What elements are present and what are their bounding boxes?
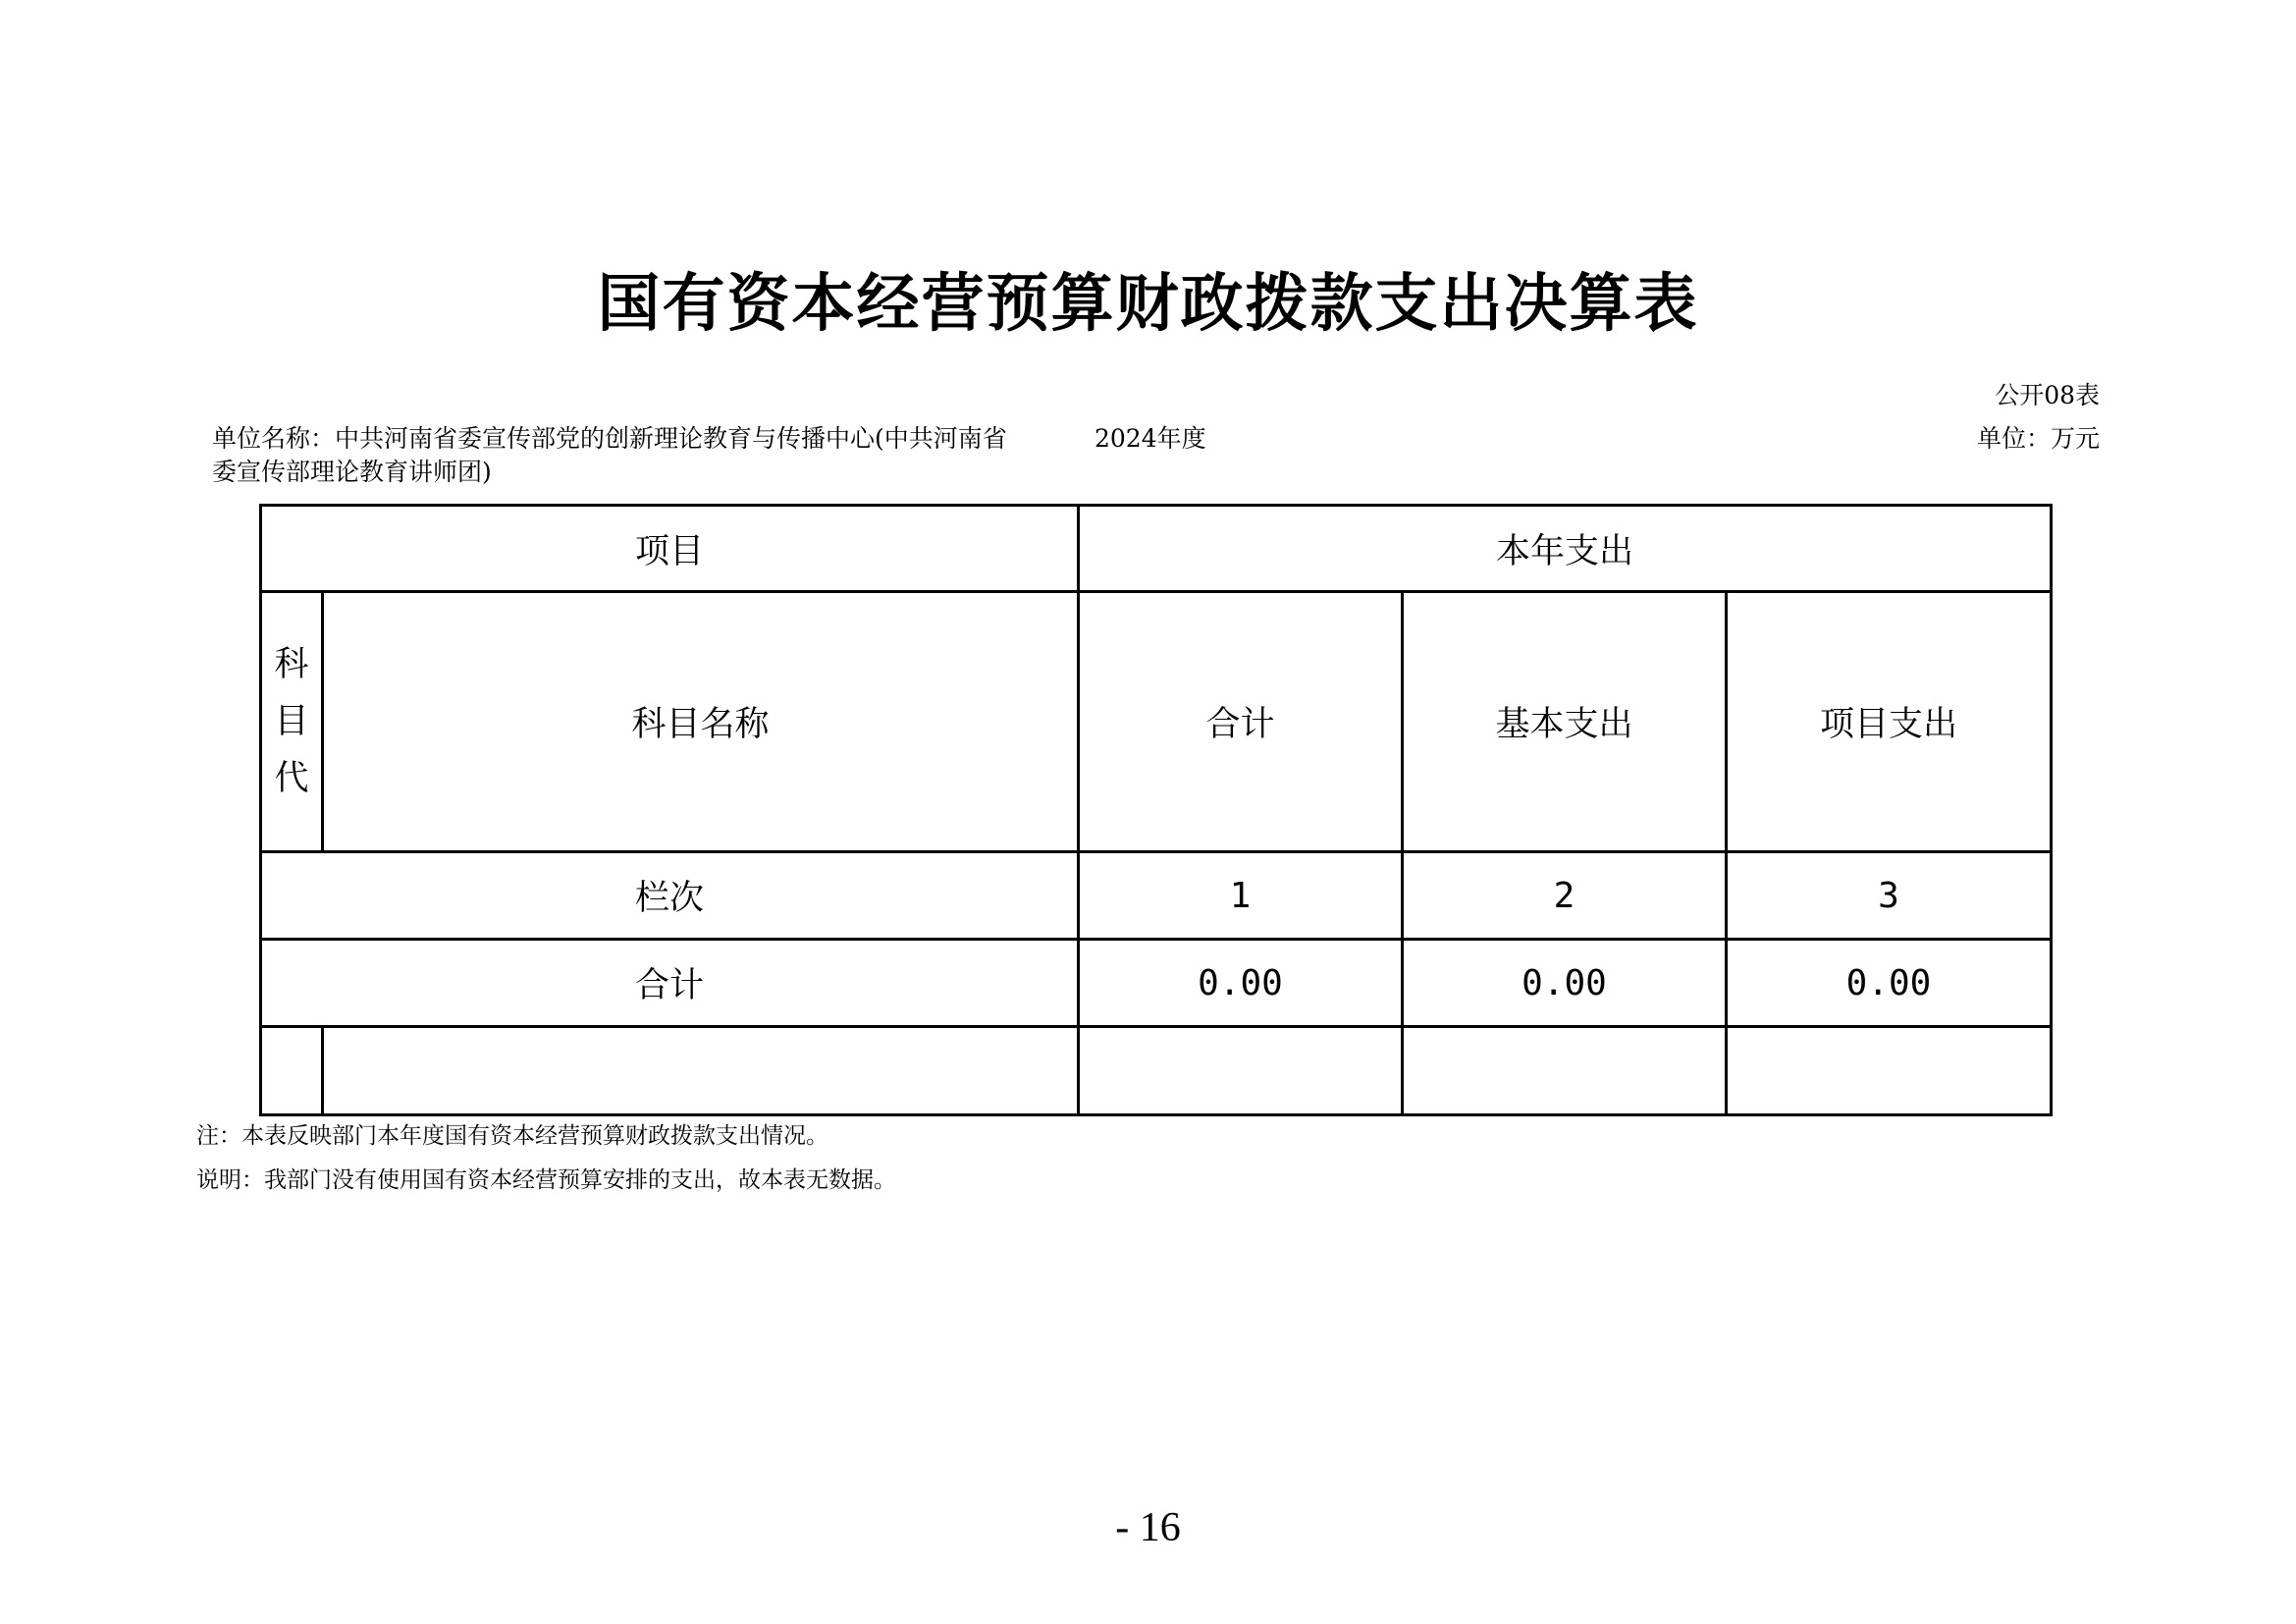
table-note: 注：本表反映部门本年度国有资本经营预算财政拨款支出情况。 xyxy=(196,1123,828,1149)
subject-code-char: 科 xyxy=(274,645,309,684)
project-expenditure-column-header: 项目支出 xyxy=(1727,592,2052,852)
column-index-2: 2 xyxy=(1403,852,1727,940)
table-subheader-row xyxy=(261,592,2052,852)
currency-unit: 单位：万元 xyxy=(1976,424,2100,453)
table-row xyxy=(261,940,2052,1027)
fiscal-year: 2024年度 xyxy=(1095,424,1206,453)
page-title: 国有资本经营预算财政拨款支出决算表 xyxy=(597,268,1699,341)
subject-name-header: 科目名称 xyxy=(323,592,1079,852)
form-number: 公开08表 xyxy=(1995,381,2100,409)
table-explanation: 说明：我部门没有使用国有资本经营预算安排的支出，故本表无数据。 xyxy=(196,1167,896,1193)
table-header-row xyxy=(261,506,2052,592)
column-index-label: 栏次 xyxy=(261,852,1079,940)
subject-code-char: 目 xyxy=(274,702,309,741)
basic-expenditure-value: 0.00 xyxy=(1403,940,1727,1027)
column-index-3: 3 xyxy=(1727,852,2052,940)
subject-code-header xyxy=(261,592,323,852)
basic-expenditure-column-header: 基本支出 xyxy=(1403,592,1727,852)
empty-cell xyxy=(1727,1027,2052,1115)
empty-cell xyxy=(1403,1027,1727,1115)
empty-cell xyxy=(323,1027,1079,1115)
empty-cell xyxy=(1079,1027,1403,1115)
column-index-1: 1 xyxy=(1079,852,1403,940)
table-row-empty xyxy=(261,1027,2052,1115)
total-column-header: 合计 xyxy=(1079,592,1403,852)
page-number: - 16 xyxy=(1115,1505,1181,1550)
table-row xyxy=(261,852,2052,940)
expenditure-table xyxy=(259,504,2053,1116)
total-value: 0.00 xyxy=(1079,940,1403,1027)
subject-code-char: 代 xyxy=(274,759,309,798)
empty-cell xyxy=(261,1027,323,1115)
project-expenditure-value: 0.00 xyxy=(1727,940,2052,1027)
header-item: 项目 xyxy=(261,506,1079,592)
unit-name: 单位名称：中共河南省委宣传部党的创新理论教育与传播中心(中共河南省委宣传部理论教育讲师团) xyxy=(212,424,1007,486)
header-current-year-expenditure: 本年支出 xyxy=(1079,506,2052,592)
total-row-label: 合计 xyxy=(261,940,1079,1027)
